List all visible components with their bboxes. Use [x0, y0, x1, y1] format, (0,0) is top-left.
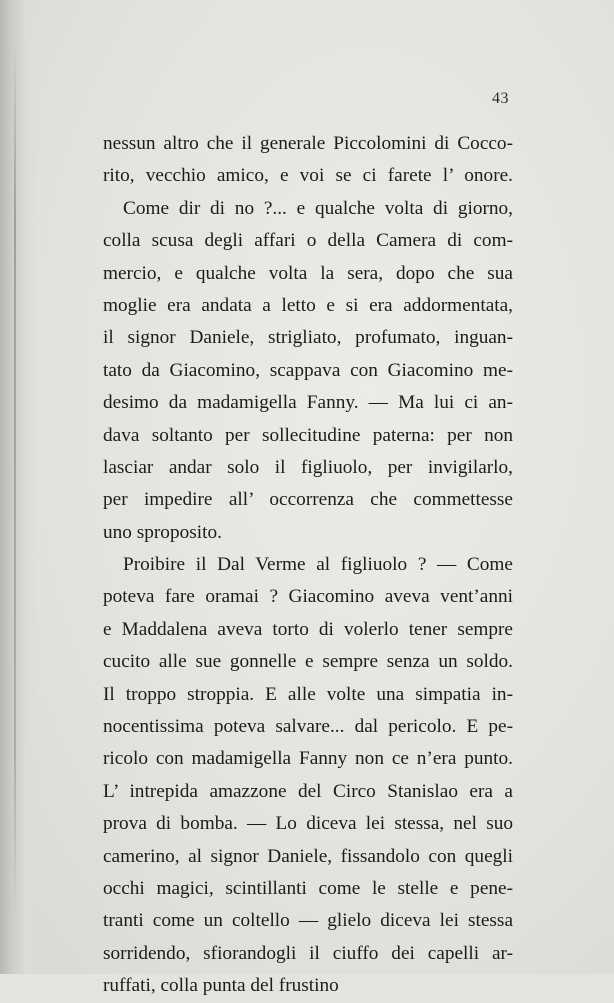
- text-line: Come dir di no ?... e qualche volta di giorno,: [123, 197, 513, 219]
- text-line: L’ intrepida amazzone del Circo Stanislao era a: [103, 780, 513, 802]
- page-number: 43: [492, 90, 509, 107]
- text-line: ruffati, colla punta del frustino: [103, 975, 339, 997]
- text-line: Proibire il Dal Verme al figliuolo ? — Come: [123, 554, 513, 576]
- body-text: [103, 128, 513, 1003]
- text-line: per impedire all’ occorrenza che commettesse: [103, 489, 513, 511]
- text-line: Il troppo stroppia. E alle volte una simpatia in-: [103, 683, 513, 705]
- text-line: prova di bomba. — Lo diceva lei stessa, nel suo: [103, 813, 513, 835]
- binding-line: [14, 40, 16, 920]
- text-line: lasciar andar solo il figliuolo, per invigilarlo,: [103, 456, 513, 478]
- text-line: dava soltanto per sollecitudine paterna: per non: [103, 424, 513, 446]
- text-line: rito, vecchio amico, e voi se ci farete l’ onore.: [103, 165, 513, 187]
- text-line: mercio, e qualche volta la sera, dopo che sua: [103, 262, 513, 284]
- text-line: nessun altro che il generale Piccolomini di Cocco-: [103, 133, 513, 154]
- text-line: desimo da madamigella Fanny. — Ma lui ci an-: [103, 392, 513, 414]
- text-line: cucito alle sue gonnelle e sempre senza un soldo.: [103, 651, 513, 673]
- text-line: ricolo con madamigella Fanny non ce n’era punto.: [103, 748, 513, 770]
- text-line: sorridendo, sfiorandogli il ciuffo dei capelli ar-: [103, 942, 513, 964]
- text-line: camerino, al signor Daniele, fissandolo con quegli: [103, 845, 513, 867]
- text-line: tato da Giacomino, scappava con Giacomino me-: [103, 359, 513, 381]
- text-line: poteva fare oramai ? Giacomino aveva vent’anni: [103, 586, 513, 608]
- text-line: nocentissima poteva salvare... dal pericolo. E pe-: [103, 716, 513, 738]
- text-line: moglie era andata a letto e si era addormentata,: [103, 294, 513, 316]
- text-line: uno sproposito.: [103, 521, 222, 543]
- text-line: occhi magici, scintillanti come le stelle e pene-: [103, 877, 513, 899]
- page-gutter-shadow: [0, 0, 38, 974]
- text-line: colla scusa degli affari o della Camera di com-: [103, 230, 513, 252]
- text-line: tranti come un coltello — glielo diceva lei stessa: [103, 910, 513, 932]
- text-line: e Maddalena aveva torto di volerlo tener sempre: [103, 618, 513, 640]
- text-line: il signor Daniele, strigliato, profumato, inguan-: [103, 327, 513, 349]
